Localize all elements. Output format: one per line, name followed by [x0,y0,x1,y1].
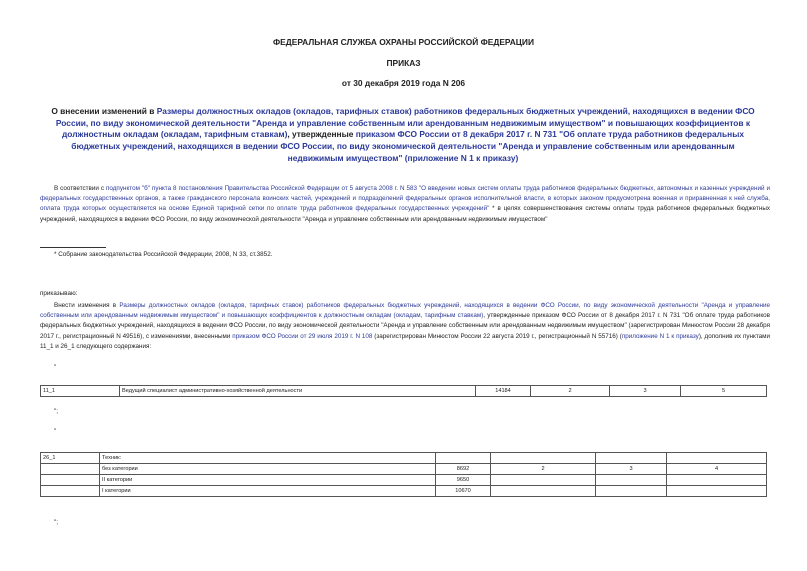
quote-open-1: " [54,364,57,371]
table-cell [491,453,596,464]
table-item-11-1 [40,385,767,397]
quote-close-1: "; [54,408,58,415]
order-word: приказываю: [40,290,78,297]
order-text-1: Внести изменения в [54,302,120,309]
title-link-sizes[interactable]: Размеры должностных окладов (окладов, тарифных ставок) работников федеральных бюджетных учреждений, находящихся в ведении ФСО России, по виду экономической деятельности "Аренда и управление собственным или арендованным недвижимым имуществом" и повышающих коэффициентов к должностным окладам (окладам, тарифным ставкам) [55,106,755,140]
table-cell: 5 [681,386,767,397]
table-cell [667,475,767,486]
table-row [41,464,767,475]
order-text-4: ), дополнив их пунктами 11_1 и 26_1 следующего содержания: [40,332,771,350]
table-cell: 10670 [436,486,491,497]
table-cell: 9650 [436,475,491,486]
title-link-order[interactable]: приказом ФСО России от 8 декабря 2017 г. N 731 "Об оплате труда работников федеральных бюджетных учреждений, находящихся в ведении ФСО России, по виду экономической деятельности "Аренда и управление собственным или арендованным недвижимым имуществом" (приложение N 1 к приказу) [71,129,745,163]
table-row [41,486,767,497]
table-cell [41,464,100,475]
table-cell [41,475,100,486]
quote-close-2: "; [54,519,58,526]
table-cell: Техник: [100,453,436,464]
table-cell [596,453,667,464]
table-cell: 11_1 [41,386,120,397]
table-cell [596,486,667,497]
order-link-amendment[interactable]: приказом ФСО России от 29 июля 2019 г. N 108 [232,332,373,340]
preamble-text-2: * в целях совершенствования системы оплаты труда работников федеральных бюджетных учреждений, находящихся в ведении ФСО России, по виду экономической деятельности "Аренда и управление собственным или арендованным недвижимым имуществом" [40,205,770,223]
table-cell: II категории [100,475,436,486]
order-text-2: , утвержденные приказом ФСО России от 8 декабря 2017 г. N 731 "Об оплате труда работников федеральных бюджетных учреждений, находящихся в ведении ФСО России, по виду экономической деятельности "Аренда и управление собственным или арендованным недвижимым имуществом" (зарегистрирован Минюстом России 28 декабря 2017 г., регистрационный N 49516), с изменениями, внесенными [40,312,771,340]
table-row [41,475,767,486]
table-cell: I категории [100,486,436,497]
preamble-paragraph [40,184,770,225]
document-date: от 30 декабря 2019 года N 206 [341,78,466,88]
footnote: * Собрание законодательства Российской Федерации, 2008, N 33, ст.3852. [54,251,273,258]
table-cell: без категории [100,464,436,475]
table-cell: 3 [610,386,681,397]
preamble-link-decree[interactable]: подпунктом "б" пункта 8 постановления Правительства Российской Федерации от 5 августа 2008 г. N 583 "О введении новых систем оплаты труда работников федеральных бюджетных, автономных и казенных учреждений и федеральных государственных органов, а также гражданского персонала воинских частей, учреждений и подразделений федеральных органов исполнительной власти, в которых законом предусмотрена военная и приравненная к ней служба, оплата труда которых осуществляется на основе Единой тарифной сетки по оплате труда работников федеральных государственных учреждений" [40,185,770,213]
table-cell [667,453,767,464]
table-cell: 26_1 [41,453,100,464]
table-cell [41,486,100,497]
table-cell [436,453,491,464]
table-cell: 2 [491,464,596,475]
order-text-3: (зарегистрирован Минюстом России 22 августа 2019 г., регистрационный N 55716) ( [372,332,622,340]
table-cell: 4 [667,464,767,475]
table-cell: Ведущий специалист административно-хозяйственной деятельности [120,386,476,397]
table-row [41,386,767,397]
document-title [48,106,758,165]
table-cell [596,475,667,486]
table-item-26-1 [40,452,767,497]
preamble-text-1: В соответствии с [54,185,106,192]
order-paragraph [40,301,770,352]
agency-heading: ФЕДЕРАЛЬНАЯ СЛУЖБА ОХРАНЫ РОССИЙСКОЙ ФЕДЕРАЦИИ [273,37,534,47]
table-cell [491,486,596,497]
table-cell: 8692 [436,464,491,475]
document-type: ПРИКАЗ [386,58,421,68]
order-link-appendix[interactable]: приложение N 1 к приказу [621,332,699,340]
title-text-1: О внесении изменений в [51,106,157,116]
table-cell: 14184 [476,386,531,397]
quote-open-2: " [54,428,57,435]
title-text-2: , утвержденные [287,129,356,140]
order-link-sizes[interactable]: Размеры должностных окладов (окладов, тарифных ставок) работников федеральных бюджетных учреждений, находящихся в ведении ФСО России, по виду экономической деятельности "Аренда и управление собственным или арендованным недвижимым имуществом" и повышающих коэффициентов к должностным окладам (окладам, тарифным ставкам) [40,302,770,320]
table-cell: 3 [596,464,667,475]
table-cell [491,475,596,486]
table-row [41,453,767,464]
table-cell [667,486,767,497]
footnote-divider [40,247,106,248]
table-cell: 2 [531,386,610,397]
